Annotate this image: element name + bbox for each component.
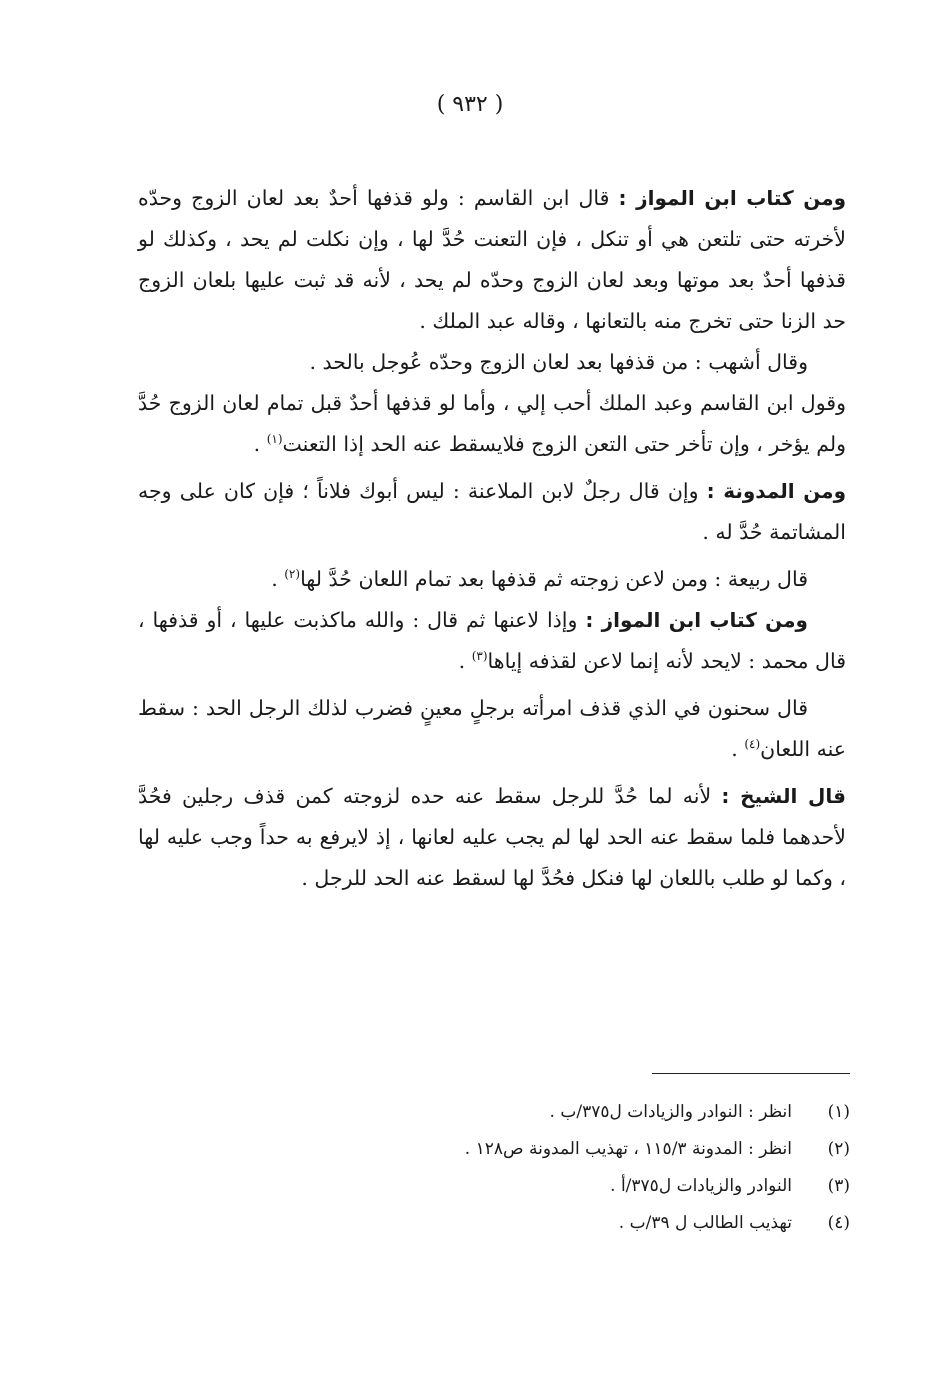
paragraph-6 <box>138 600 846 682</box>
footnote-4 <box>200 1205 850 1242</box>
footnote-ref-4[interactable]: (٤) <box>744 737 761 752</box>
paragraph-text: وقول ابن القاسم وعبد الملك أحب إلي ، وأما لو قذفها أحدٌ قبل تمام لعان الزوج حُدَّ ولم يؤخر ، وإن تأخر حتى التعن الزوج فلايسقط عنه الحد إذا التعنت <box>138 391 846 456</box>
footnote-ref-1[interactable]: (١) <box>266 432 283 447</box>
footnote-ref-2[interactable]: (٢) <box>284 567 301 582</box>
paragraph-1 <box>138 178 846 342</box>
footnote-divider <box>652 1073 850 1074</box>
footnote-number: (٣) <box>827 1176 850 1196</box>
footnote-text: تهذيب الطالب ل ٣٩/ب . <box>618 1213 792 1233</box>
section-lead: قال الشيخ : <box>721 784 847 808</box>
paragraph-tail: . <box>253 432 267 456</box>
section-lead: ومن المدونة : <box>706 479 846 503</box>
footnote-text: انظر : النوادر والزيادات ل٣٧٥/ب . <box>549 1102 792 1122</box>
body-text <box>138 178 846 899</box>
paragraph-text: لأنه لما حُدَّ للرجل سقط عنه حده لزوجته كمن قذف رجلين فحُدَّ لأحدهما فلما سقط عنه الحد لها لم يجب عليه لعانها ، إذ لايرفع به حداً وجب عليه لها ، وكما لو طلب باللعان لها فنكل فحُدَّ لها لسقط عنه الحد للرجل . <box>138 784 846 890</box>
section-lead: ومن كتاب ابن المواز : <box>618 186 847 210</box>
paragraph-2 <box>138 342 846 383</box>
footnotes <box>200 1094 850 1242</box>
paragraph-tail: . <box>458 649 472 673</box>
footnote-text: النوادر والزيادات ل٣٧٥/أ . <box>610 1176 792 1196</box>
paragraph-text: قال ابن القاسم : ولو قذفها أحدٌ بعد لعان الزوج وحدّه لأخرته حتى تلتعن هي أو تنكل ، فإن التعنت حُدَّ لها ، وإن نكلت لم يحد ، وكذلك لو قذفها أحدٌ بعد موتها وبعد لعان الزوج وحدّه لم يحد ، لأنه قد ثبت عليها بلعان الزوج حد الزنا حتى تخرج منه بالتعانها ، وقاله عبد الملك . <box>138 186 846 333</box>
footnote-ref-3[interactable]: (٣) <box>471 649 488 664</box>
footnote-3 <box>200 1168 850 1205</box>
paragraph-3 <box>138 383 846 465</box>
paragraph-4 <box>138 471 846 553</box>
section-lead: ومن كتاب ابن المواز : <box>585 608 808 632</box>
footnote-number: (١) <box>827 1102 850 1122</box>
paragraph-text: قال سحنون في الذي قذف امرأته برجلٍ معينٍ فضرب لذلك الرجل الحد : سقط عنه اللعان <box>138 696 846 761</box>
footnote-number: (٢) <box>827 1139 850 1159</box>
footnote-2 <box>200 1131 850 1168</box>
paragraph-7 <box>138 688 846 770</box>
footnote-1 <box>200 1094 850 1131</box>
paragraph-text: وإن قال رجلٌ لابن الملاعنة : ليس أبوك فلاناً ؛ فإن كان على وجه المشاتمة حُدَّ له . <box>138 479 846 544</box>
paragraph-text: قال ربيعة : ومن لاعن زوجته ثم قذفها بعد تمام اللعان حُدَّ لها <box>300 567 808 591</box>
paragraph-5 <box>138 559 846 600</box>
paragraph-tail: . <box>271 567 285 591</box>
paragraph-tail: . <box>731 737 745 761</box>
paragraph-8 <box>138 776 846 899</box>
paragraph-text: وإذا لاعنها ثم قال : والله ماكذبت عليها ، أو قذفها ، قال محمد : لايحد لأنه إنما لاعن لقذفه إياها <box>138 608 846 673</box>
footnote-number: (٤) <box>827 1213 850 1233</box>
page-number: ( ٩٣٢ ) <box>436 92 504 117</box>
footnote-text: انظر : المدونة ١١٥/٣ ، تهذيب المدونة ص١٢٨ . <box>464 1139 792 1159</box>
paragraph-text: وقال أشهب : من قذفها بعد لعان الزوج وحدّه عُوجل بالحد . <box>309 350 808 374</box>
